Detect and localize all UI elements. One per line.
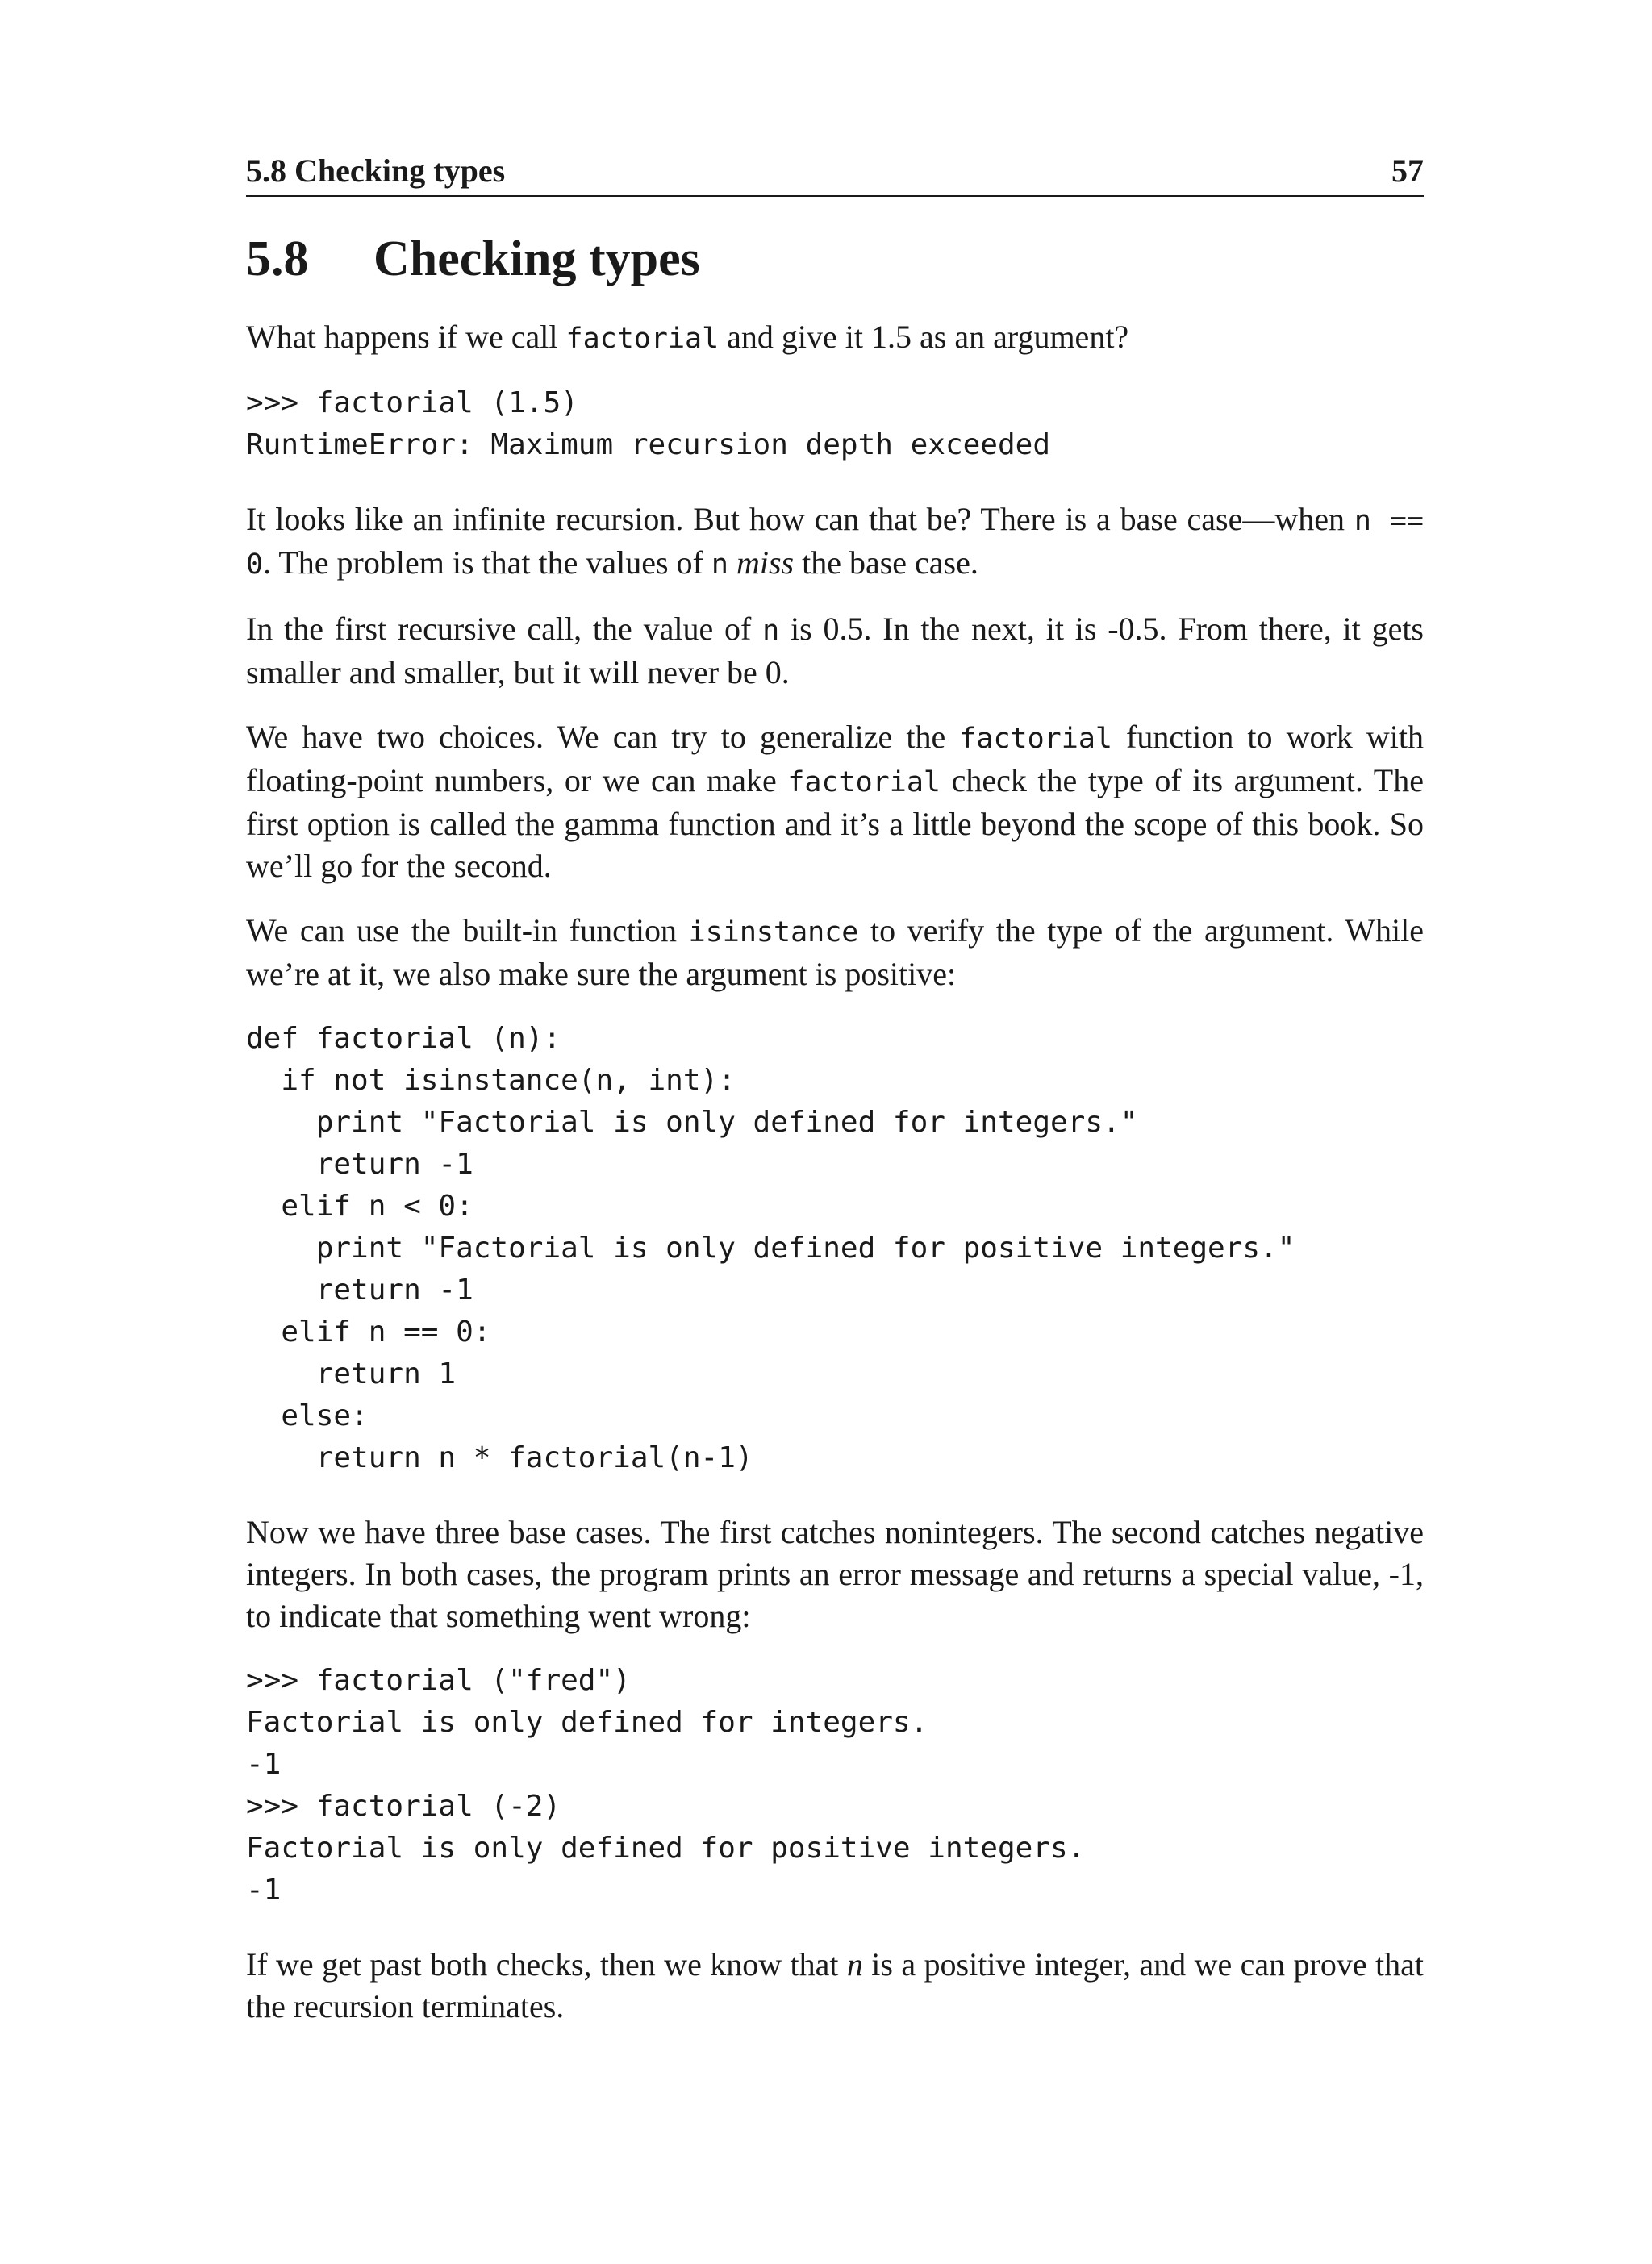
code-block-3: >>> factorial ("fred") Factorial is only defined for integers. -1 >>> factorial (-2) Factorial is only defined for positive integers. -1 xyxy=(246,1664,1086,1907)
running-header-section: 5.8 Checking types xyxy=(246,152,506,189)
running-header xyxy=(246,150,1424,197)
text: It looks like an infinite recursion. But how can that be? There is a base case—when xyxy=(246,501,1354,537)
text: is a positive integer, and we can prove that the recursion terminates. xyxy=(246,1946,1424,2024)
text: We can use the built-in function xyxy=(246,912,689,949)
paragraph-3 xyxy=(246,608,1424,694)
inline-code: n xyxy=(762,615,780,647)
text: We have two choices. We can try to generalize the xyxy=(246,719,960,755)
inline-code: factorial xyxy=(959,723,1112,755)
page xyxy=(246,150,1424,2050)
code-block-2: def factorial (n): if not isinstance(n, int): print "Factorial is only defined for integers." return -1 elif n < 0: print "Factorial is only defined for positive integers." return -1 elif n == 0: return 1 else: return n * factorial(n-1) xyxy=(246,1022,1295,1474)
code-block-1: >>> factorial (1.5) RuntimeError: Maximum recursion depth exceeded xyxy=(246,386,1050,461)
paragraph-5 xyxy=(246,910,1424,995)
text: is 0.5. In the next, it is -0.5. From there, it gets smaller and smaller, but it will never be 0. xyxy=(246,611,1424,690)
inline-code: n xyxy=(711,548,728,581)
text: and give it 1.5 as an argument? xyxy=(719,319,1129,355)
text: check the type of its argument. The first option is called the gamma function and it’s a little beyond the scope of this book. So we’ll go for the second. xyxy=(246,762,1424,884)
section-title: Checking types xyxy=(373,231,700,286)
text: . The problem is that the values of xyxy=(263,544,711,581)
page-number: 57 xyxy=(1391,152,1424,189)
inline-code: isinstance xyxy=(688,916,859,949)
paragraph-7 xyxy=(246,1944,1424,2028)
paragraph-6 xyxy=(246,1511,1424,1637)
text xyxy=(728,544,736,581)
text: What happens if we call xyxy=(246,319,566,355)
inline-code: n == 0 xyxy=(246,505,1424,581)
text: If we get past both checks, then we know that xyxy=(246,1946,847,1983)
text: In the first recursive call, the value of xyxy=(246,611,763,647)
paragraph-4 xyxy=(246,716,1424,887)
section-heading xyxy=(246,229,1424,289)
text: function to work with floating-point numbers, or we can make xyxy=(246,719,1424,798)
inline-code: factorial xyxy=(565,323,720,355)
paragraph-1 xyxy=(246,316,1424,360)
inline-code: factorial xyxy=(787,766,941,798)
text: Now we have three base cases. The first catches nonintegers. The second catches negative integers. In both cases, the program prints an error message and returns a special value, -1, to indicate that something went wrong: xyxy=(246,1514,1424,1634)
paragraph-2 xyxy=(246,498,1424,586)
emphasis: miss xyxy=(736,544,795,581)
emphasis: n xyxy=(846,1946,863,1983)
text: the base case. xyxy=(794,544,978,581)
text: to verify the type of the argument. While we’re at it, we also make sure the argument is positive: xyxy=(246,912,1424,992)
section-number: 5.8 xyxy=(246,231,309,286)
